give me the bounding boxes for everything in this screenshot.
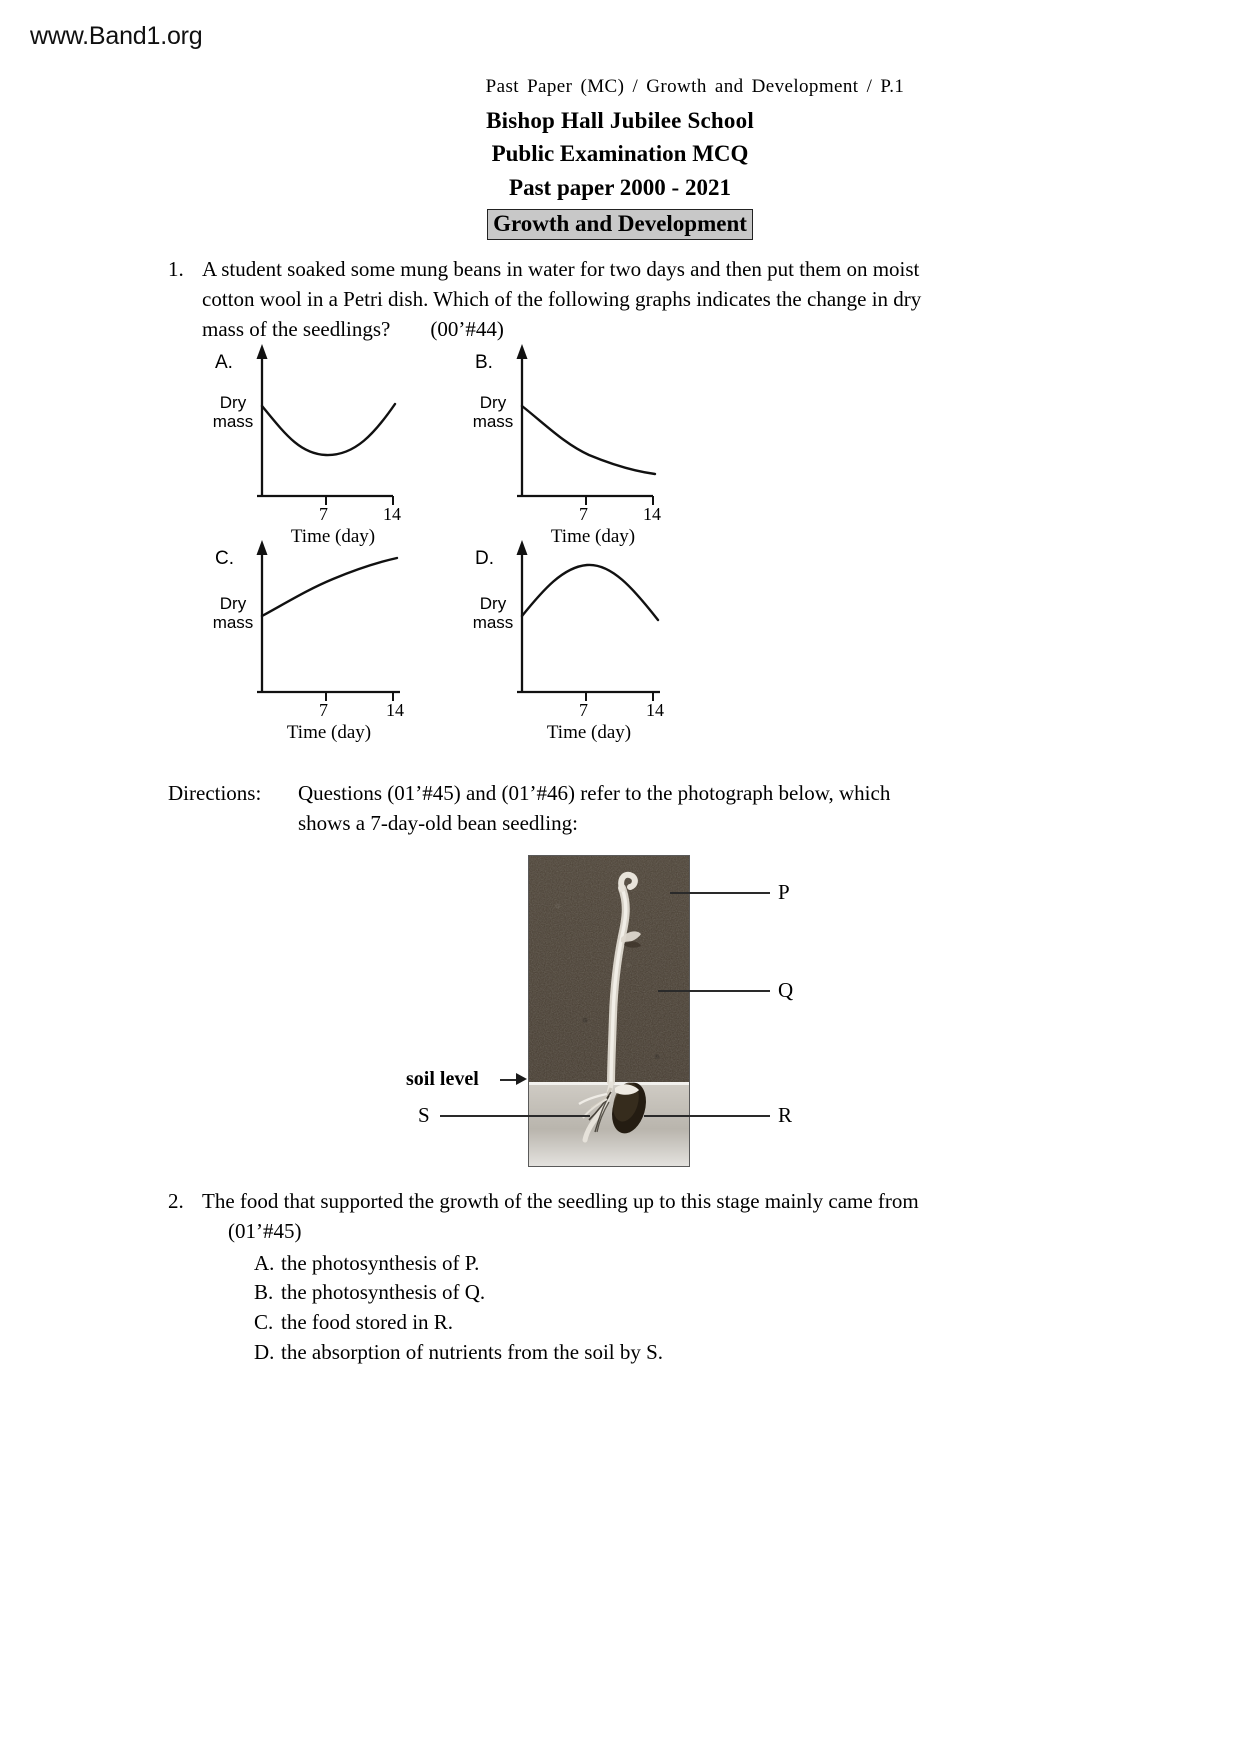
question-2-option-a-text: the photosynthesis of P. xyxy=(281,1250,480,1275)
graph-option-b-plot xyxy=(465,338,737,534)
label-q: Q xyxy=(778,978,794,1002)
graph-option-b-y-label-line1: Dry xyxy=(479,393,507,412)
graph-option-d-plot xyxy=(465,534,737,730)
photo-frame xyxy=(528,855,690,1167)
graph-row-bottom xyxy=(205,534,725,743)
question-2-number: 2. xyxy=(168,1189,184,1213)
label-soil-level: soil level xyxy=(406,1068,479,1090)
graph-option-b-x-label: Time (day) xyxy=(550,526,636,547)
directions-block xyxy=(168,778,980,839)
label-p: P xyxy=(778,880,790,904)
graph-option-a-y-label-line2: mass xyxy=(212,412,254,432)
graph-option-d-tick-14: 14 xyxy=(646,700,664,720)
label-s: S xyxy=(418,1103,430,1127)
graph-option-a-letter: A. xyxy=(215,352,233,373)
graph-option-a-x-label: Time (day) xyxy=(290,526,376,547)
question-1-body xyxy=(202,255,980,344)
graph-option-c[interactable] xyxy=(205,534,465,743)
graph-options-grid xyxy=(205,338,725,743)
graph-option-d-letter: D. xyxy=(475,548,494,569)
directions-line-1: Questions (01’#45) and (01’#46) refer to the photograph below, which xyxy=(298,781,891,805)
question-2-option-d-key: D. xyxy=(254,1340,275,1365)
graph-option-a[interactable] xyxy=(205,338,465,547)
directions-line-2: shows a 7-day-old bean seedling: xyxy=(298,811,578,836)
graph-option-b[interactable] xyxy=(465,338,725,547)
question-2-option-d-text: the absorption of nutrients from the soil by S. xyxy=(281,1340,664,1365)
leader-line-r xyxy=(644,1115,770,1117)
question-2-option-c-key: C. xyxy=(254,1310,274,1335)
topic-wrapper xyxy=(0,209,1240,240)
graph-option-d-y-label-line2: mass xyxy=(472,613,514,633)
graph-option-c-letter: C. xyxy=(215,548,234,569)
school-name: Bishop Hall Jubilee School xyxy=(486,108,754,133)
question-2-option-b-key: B. xyxy=(254,1280,274,1305)
graph-option-b-tick-14: 14 xyxy=(643,504,661,524)
paper-reference: Past Paper (MC) / Growth and Development / P.1 xyxy=(485,76,905,97)
question-1-row xyxy=(168,255,980,344)
question-2-option-a[interactable] xyxy=(254,1249,980,1279)
graph-option-b-letter: B. xyxy=(475,352,493,373)
question-1-code: (00’#44) xyxy=(430,316,504,341)
site-watermark: www.Band1.org xyxy=(30,22,203,50)
graph-option-a-plot xyxy=(205,338,477,534)
question-2-option-c[interactable] xyxy=(254,1308,980,1338)
exam-name: Public Examination MCQ xyxy=(491,141,749,167)
leader-line-s xyxy=(440,1115,590,1117)
graph-option-d-tick-7: 7 xyxy=(579,700,588,720)
graph-option-a-tick-7: 7 xyxy=(319,504,328,524)
graph-option-d-x-label: Time (day) xyxy=(546,722,632,743)
question-1-line-1: A student soaked some mung beans in water for two days and then put them on moist xyxy=(202,257,920,281)
question-1-number: 1. xyxy=(168,257,184,281)
page-header xyxy=(0,76,1240,240)
graph-option-c-y-label-line1: Dry xyxy=(219,594,247,613)
topic-title: Growth and Development xyxy=(487,209,753,240)
question-2-option-b-text: the photosynthesis of Q. xyxy=(281,1280,486,1305)
arrow-right-icon xyxy=(516,1073,527,1085)
graph-option-d-y-label-line1: Dry xyxy=(479,594,507,613)
question-1 xyxy=(168,255,980,344)
label-r: R xyxy=(778,1103,793,1127)
seedling-photograph xyxy=(400,850,840,1170)
seedling-drawing xyxy=(529,856,689,1166)
leader-line-q xyxy=(658,990,770,992)
graph-option-d[interactable] xyxy=(465,534,725,743)
graph-option-c-y-label-line2: mass xyxy=(212,613,254,633)
paper-years: Past paper 2000 - 2021 xyxy=(509,174,731,200)
question-2-option-c-text: the food stored in R. xyxy=(281,1310,454,1335)
graph-option-a-y-label-line1: Dry xyxy=(219,393,247,412)
question-1-line-3-text: mass of the seedlings? xyxy=(202,316,391,341)
graph-option-c-tick-14: 14 xyxy=(386,700,404,720)
graph-option-c-plot xyxy=(205,534,477,730)
question-2-code: (01’#45) xyxy=(228,1218,302,1243)
graph-option-b-y-label-line2: mass xyxy=(472,412,514,432)
directions-label: Directions: xyxy=(168,781,262,805)
question-2-body xyxy=(202,1187,980,1247)
graph-row-top xyxy=(205,338,725,547)
graph-option-c-x-label: Time (day) xyxy=(286,722,372,743)
question-1-line-2: cotton wool in a Petri dish. Which of the following graphs indicates the change in dry xyxy=(202,286,922,311)
question-2-option-a-key: A. xyxy=(254,1250,275,1275)
question-2-option-d[interactable] xyxy=(254,1338,980,1368)
graph-option-c-tick-7: 7 xyxy=(319,700,328,720)
question-2-options xyxy=(254,1249,980,1368)
directions-text xyxy=(298,778,980,839)
question-2 xyxy=(168,1187,980,1368)
graph-option-a-tick-14: 14 xyxy=(383,504,401,524)
question-2-option-b[interactable] xyxy=(254,1278,980,1308)
question-2-text: The food that supported the growth of the seedling up to this stage mainly came from xyxy=(202,1189,919,1213)
graph-option-b-tick-7: 7 xyxy=(579,504,588,524)
leader-line-p xyxy=(670,892,770,894)
question-2-row xyxy=(168,1187,980,1247)
